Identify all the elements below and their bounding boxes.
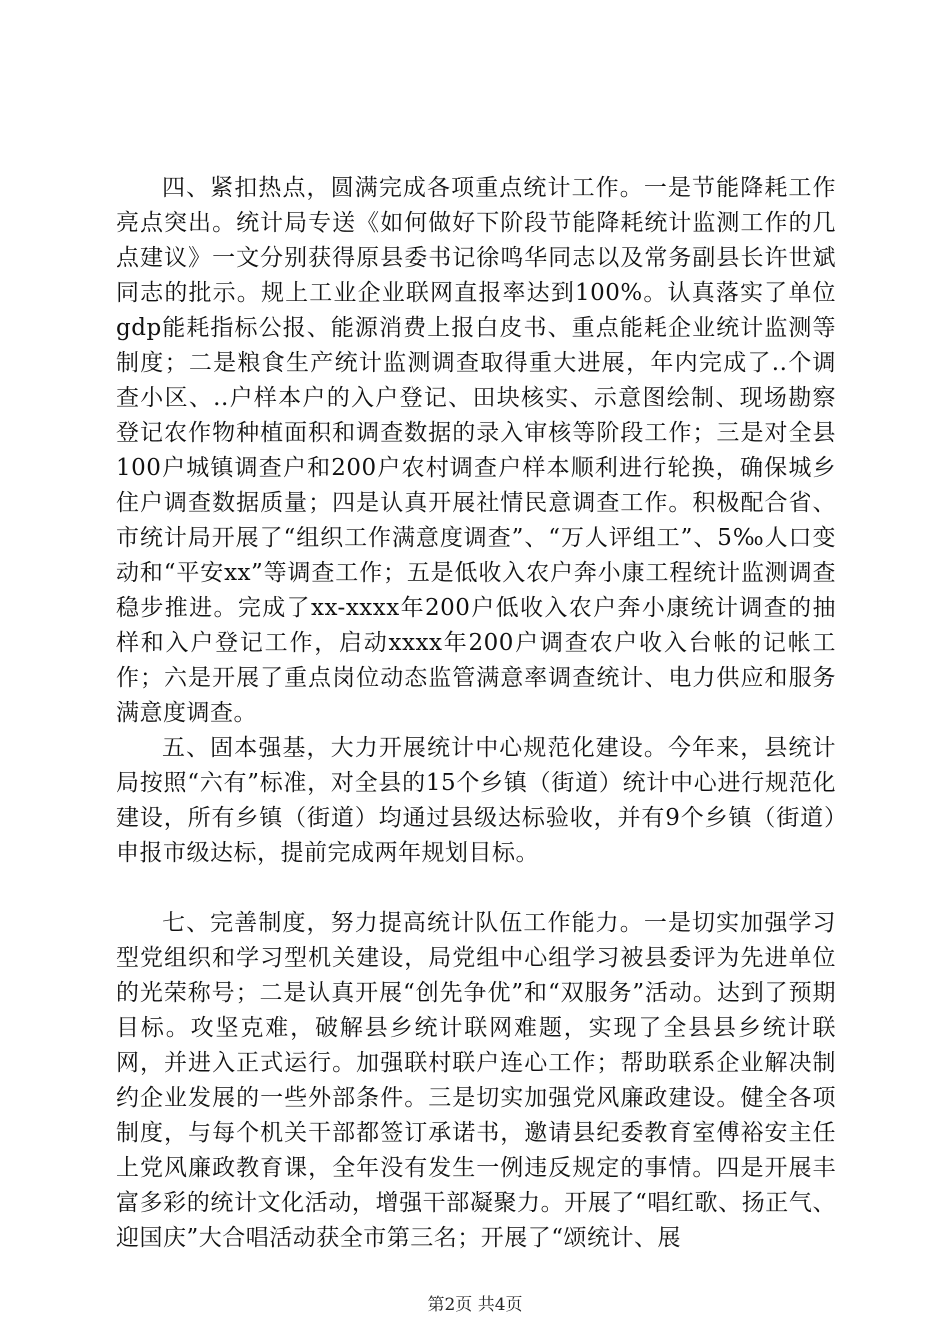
paragraph-center-standardization: 五、固本强基，大力开展统计中心规范化建设。今年来，县统计局按照“六有”标准，对全县的15个乡镇（街道）统计中心进行规范化建设，所有乡镇（街道）均通过县级达标验收，并有9个乡镇（街道）申报市级达标，提前完成两年规划目标。 xyxy=(116,735,836,866)
paragraph-team-capacity: 七、完善制度，努力提高统计队伍工作能力。一是切实加强学习型党组织和学习型机关建设，局党组中心组学习被县委评为先进单位的光荣称号；二是认真开展“创先争优”和“双服务”活动。达到了预期目标。攻坚克难，破解县乡统计联网难题，实现了全县县乡统计联网，并进入正式运行。加强联村联户连心工作；帮助联系企业解决制约企业发展的一些外部条件。三是切实加强党风廉政建设。健全各项制度，与每个机关干部都签订承诺书，邀请县纪委教育室傅裕安主任上党风廉政教育课，全年没有发生一例违反规定的事情。四是开展丰富多彩的统计文化活动，增强干部凝聚力。开展了“唱红歌、扬正气、迎国庆”大合唱活动获全市第三名；开展了“颂统计、展 xyxy=(116,910,836,1251)
paragraph-hotspot-statistics: 四、紧扣热点，圆满完成各项重点统计工作。一是节能降耗工作亮点突出。统计局专送《如何做好下阶段节能降耗统计监测工作的几点建议》一文分别获得原县委书记徐鸣华同志以及常务副县长许世斌同志的批示。规上工业企业联网直报率达到100%。认真落实了单位gdp能耗指标公报、能源消费上报白皮书、重点能耗企业统计监测等制度；二是粮食生产统计监测调查取得重大进展，年内完成了..个调查小区、..户样本户的入户登记、田块核实、示意图绘制、现场勘察登记农作物种植面积和调查数据的录入审核等阶段工作；三是对全县100户城镇调查户和200户农村调查户样本顺利进行轮换，确保城乡住户调查数据质量；四是认真开展社情民意调查工作。积极配合省、市统计局开展了“组织工作满意度调查”、“万人评组工”、5‰人口变动和“平安xx”等调查工作；五是低收入农户奔小康工程统计监测调查稳步推进。完成了xx-xxxx年200户低收入农户奔小康统计调查的抽样和入户登记工作，启动xxxx年200户调查农户收入台帐的记帐工作；六是开展了重点岗位动态监管满意率调查统计、电力供应和服务满意度调查。 xyxy=(116,175,836,726)
page-number-footer: 第2页 共4页 xyxy=(427,1295,523,1315)
document-body xyxy=(116,171,836,1256)
paragraph-gap xyxy=(116,871,836,906)
